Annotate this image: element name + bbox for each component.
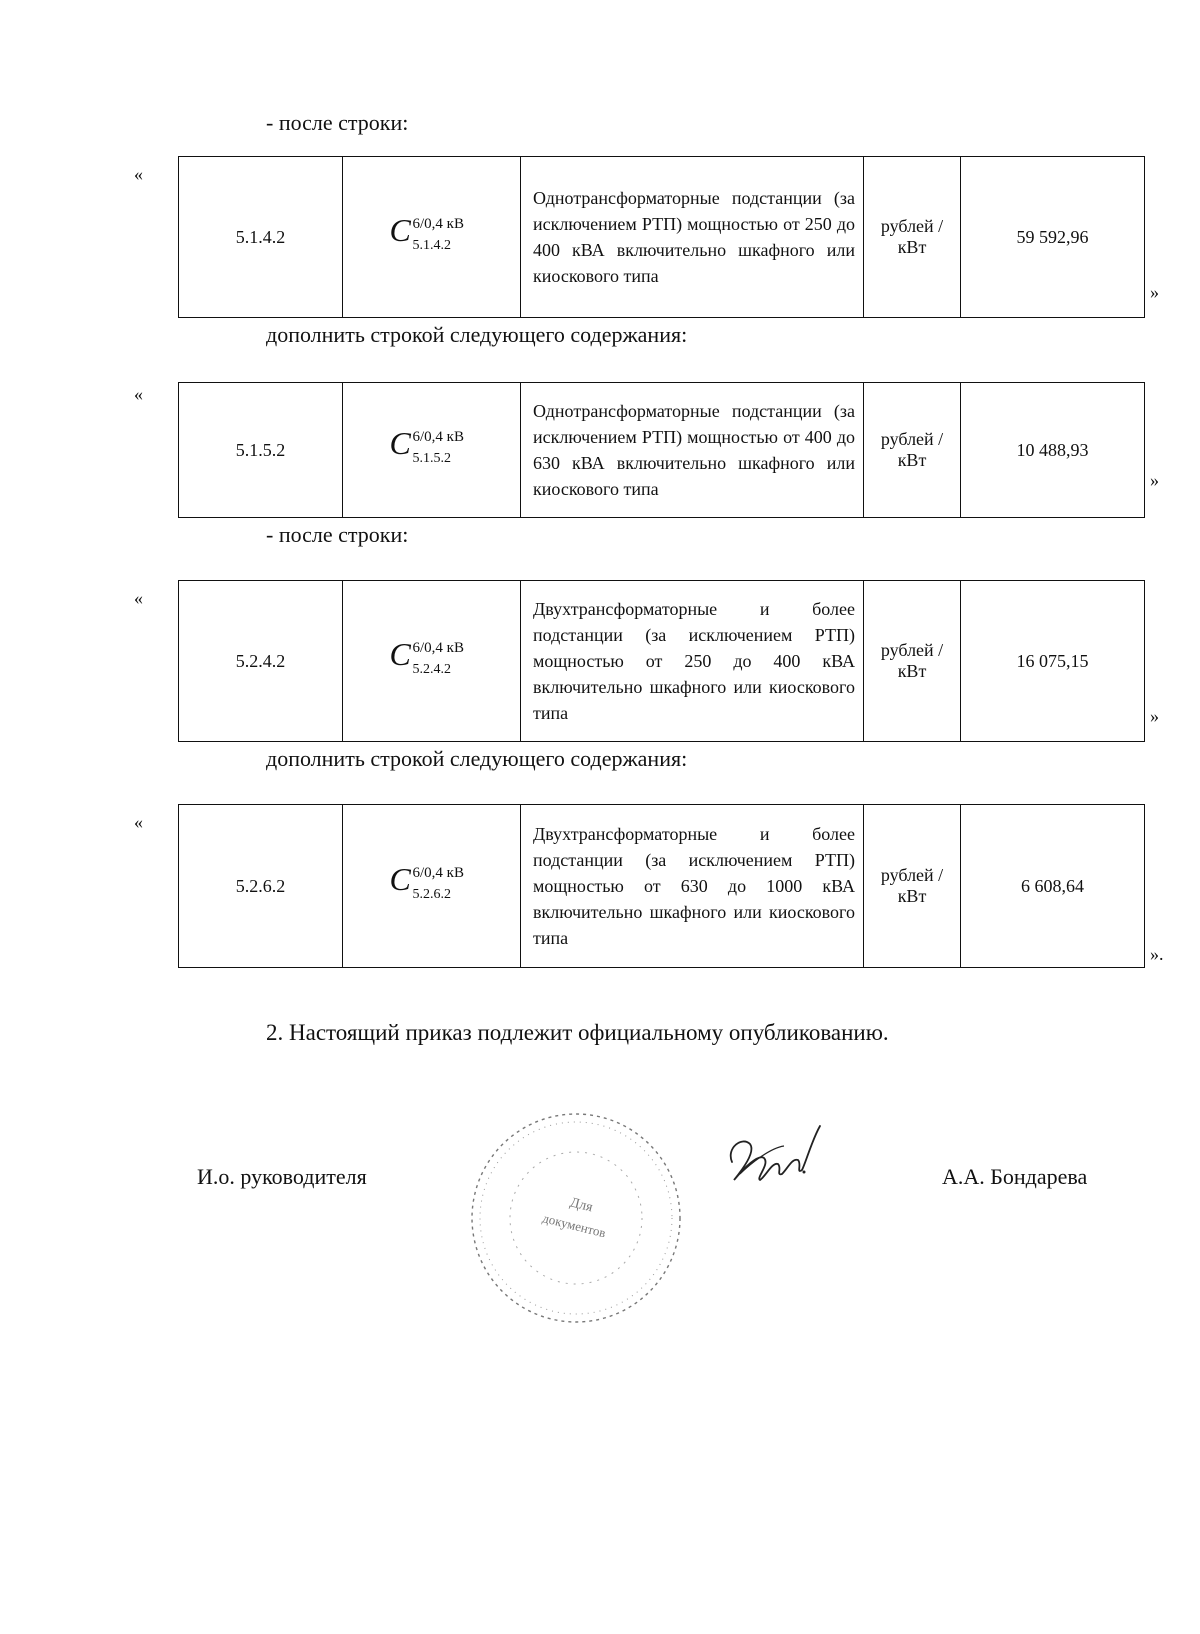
formula-subscript: 5.2.6.2 xyxy=(412,886,451,902)
formula-superscript: 6/0,4 кВ xyxy=(412,639,464,656)
signatory-position: И.о. руководителя xyxy=(197,1164,367,1189)
row-value: 6 608,64 xyxy=(961,805,1145,968)
close-quote: » xyxy=(1150,470,1159,490)
section-2-intro: дополнить строкой следующего содержания: xyxy=(266,322,688,347)
row-value: 59 592,96 xyxy=(961,157,1145,318)
row-code: 5.1.4.2 xyxy=(179,157,343,318)
formula-symbol: C xyxy=(389,424,411,461)
svg-text:Для: Для xyxy=(568,1195,595,1216)
formula-subscript: 5.1.4.2 xyxy=(412,237,451,253)
row-formula xyxy=(343,157,521,318)
handwritten-signature xyxy=(720,1118,830,1208)
row-unit: рублей /кВт xyxy=(864,157,961,318)
open-quote: « xyxy=(134,812,143,832)
row-description: Двухтрансформаторные и более подстанции (за исключением РТП) мощностью от 630 до 1000 кВА включительно шкафного или киоскового типа xyxy=(521,805,864,968)
tariff-row-5-1-4-2 xyxy=(178,156,1145,318)
section-3-intro: - после строки: xyxy=(266,522,409,547)
row-unit: рублей /кВт xyxy=(864,805,961,968)
svg-text:документов: документов xyxy=(540,1210,608,1241)
row-value: 16 075,15 xyxy=(961,581,1145,742)
row-code: 5.1.5.2 xyxy=(179,383,343,518)
official-stamp xyxy=(466,1108,686,1328)
row-code: 5.2.6.2 xyxy=(179,805,343,968)
formula-symbol: C xyxy=(389,635,411,672)
row-value: 10 488,93 xyxy=(961,383,1145,518)
section-1-intro: - после строки: xyxy=(266,110,409,135)
tariff-row-5-1-5-2 xyxy=(178,382,1145,518)
formula-superscript: 6/0,4 кВ xyxy=(412,215,464,232)
close-quote: » xyxy=(1150,706,1159,726)
row-description: Однотрансформаторные подстанции (за исключением РТП) мощностью от 250 до 400 кВА включительно шкафного или киоскового типа xyxy=(521,157,864,318)
close-quote: » xyxy=(1150,282,1159,302)
row-description: Двухтрансформаторные и более подстанции (за исключением РТП) мощностью от 250 до 400 кВА включительно шкафного или киоскового типа xyxy=(521,581,864,742)
formula-subscript: 5.2.4.2 xyxy=(412,661,451,677)
open-quote: « xyxy=(134,164,143,184)
tariff-row-5-2-4-2 xyxy=(178,580,1145,742)
formula-subscript: 5.1.5.2 xyxy=(412,450,451,466)
row-unit: рублей /кВт xyxy=(864,581,961,742)
formula-symbol: C xyxy=(389,211,411,248)
row-description: Однотрансформаторные подстанции (за исключением РТП) мощностью от 400 до 630 кВА включительно шкафного или киоскового типа xyxy=(521,383,864,518)
tariff-row-5-2-6-2 xyxy=(178,804,1145,968)
clause-2: 2. Настоящий приказ подлежит официальному опубликованию. xyxy=(266,1020,889,1045)
close-quote: ». xyxy=(1150,944,1164,964)
formula-symbol: C xyxy=(389,860,411,897)
signatory-name: А.А. Бондарева xyxy=(942,1164,1088,1189)
open-quote: « xyxy=(134,588,143,608)
section-4-intro: дополнить строкой следующего содержания: xyxy=(266,746,688,771)
row-unit: рублей /кВт xyxy=(864,383,961,518)
open-quote: « xyxy=(134,384,143,404)
row-code: 5.2.4.2 xyxy=(179,581,343,742)
formula-superscript: 6/0,4 кВ xyxy=(412,428,464,445)
row-formula xyxy=(343,581,521,742)
row-formula xyxy=(343,805,521,968)
row-formula xyxy=(343,383,521,518)
formula-superscript: 6/0,4 кВ xyxy=(412,864,464,881)
